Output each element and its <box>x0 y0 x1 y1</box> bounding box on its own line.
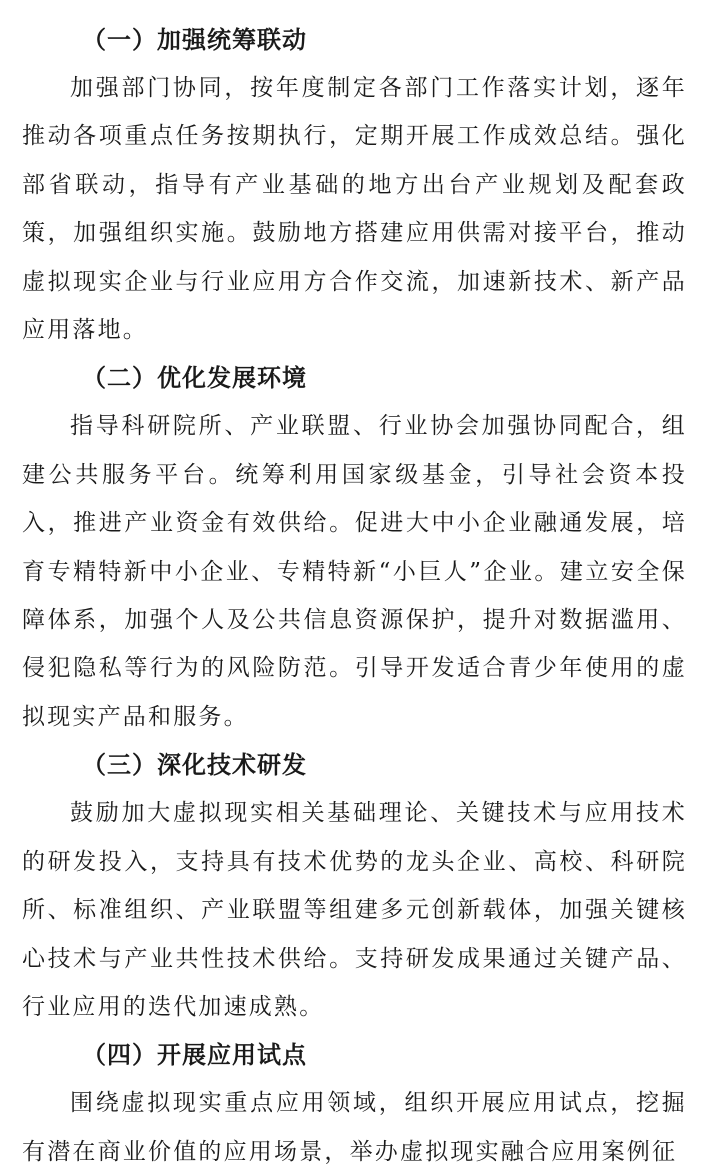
section-heading-1: （一）加强统筹联动 <box>82 25 307 54</box>
section-heading-3: （三）深化技术研发 <box>82 750 307 780</box>
section-paragraph-4: 围绕虚拟现实重点应用领域，组织开展应用试点，挖掘有潜在商业价值的应用场景，举办虚拟现实融合应用案例征 <box>22 1090 687 1165</box>
section-heading-2: （二）优化发展环境 <box>82 363 307 393</box>
section-paragraph-1: 加强部门协同，按年度制定各部门工作落实计划，逐年推动各项重点任务按期执行，定期开展工作成效总结。强化部省联动，指导有产业基础的地方出台产业规划及配套政策，加强组织实施。鼓励地方搭建应用供需对接平台，推动虚拟现实企业与行业应用方合作交流，加速新技术、新产品应用落地。 <box>22 75 687 344</box>
section-paragraph-3: 鼓励加大虚拟现实相关基础理论、关键技术与应用技术的研发投入，支持具有技术优势的龙头企业、高校、科研院所、标准组织、产业联盟等组建多元创新载体，加强关键核心技术与产业共性技术供给。支持研发成果通过关键产品、行业应用的迭代加速成熟。 <box>22 800 687 1020</box>
section-paragraph-2: 指导科研院所、产业联盟、行业协会加强协同配合，组建公共服务平台。统筹利用国家级基金，引导社会资本投入，推进产业资金有效供给。促进大中小企业融通发展，培育专精特新中小企业、专精特新“小巨人”企业。建立安全保障体系，加强个人及公共信息资源保护，提升对数据滥用、侵犯隐私等行为的风险防范。引导开发适合青少年使用的虚拟现实产品和服务。 <box>22 413 687 730</box>
section-heading-4: （四）开展应用试点 <box>82 1040 307 1070</box>
